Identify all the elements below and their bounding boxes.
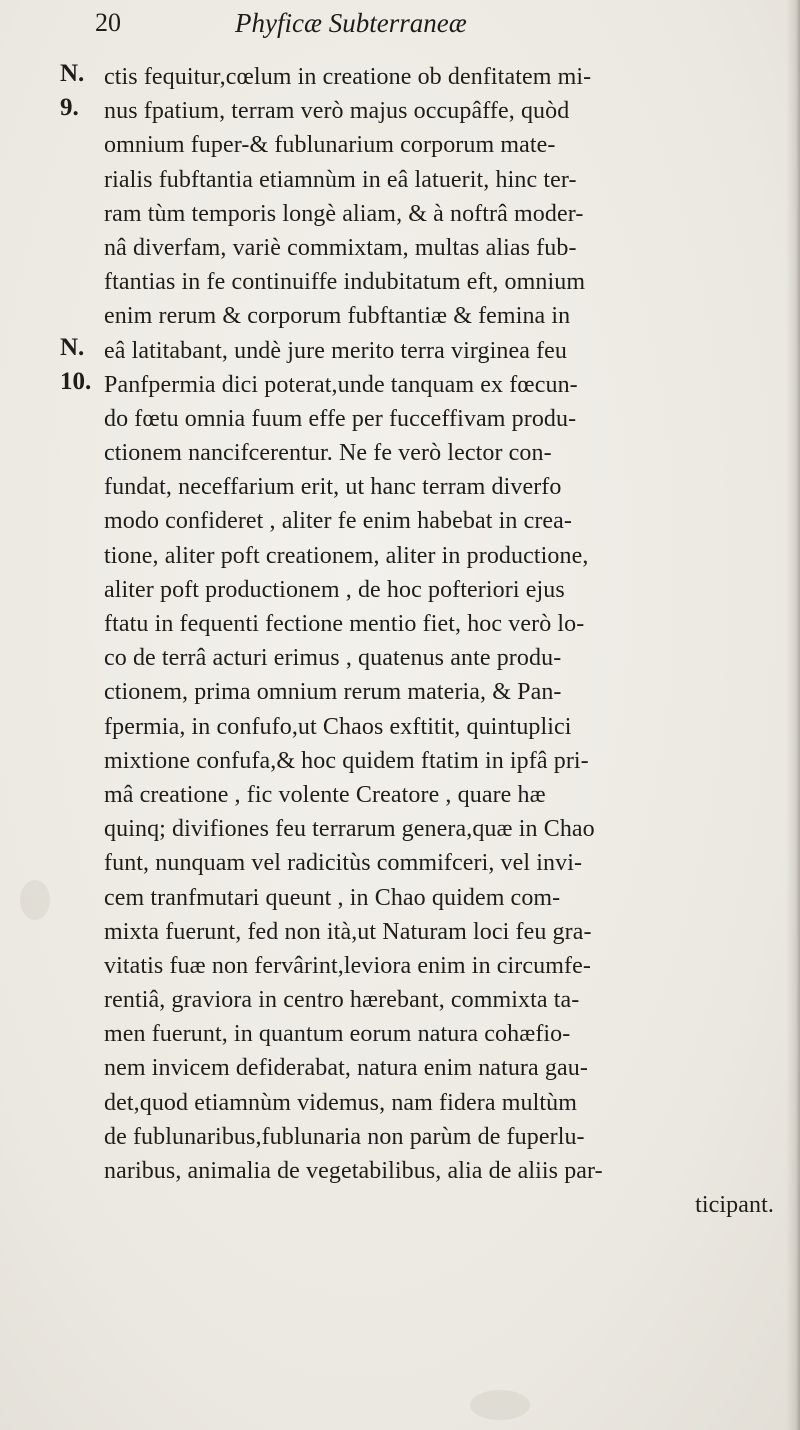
text-line: enim rerum & corporum fubftantiæ & femina in (104, 303, 571, 330)
paper-stain (470, 1390, 530, 1420)
page-edge-shadow (786, 0, 800, 1430)
text-line: ctionem, prima omnium rerum materia, & Pan- (104, 679, 562, 706)
text-line: nus fpatium, terram verò majus occupâffe, quòd (104, 98, 570, 125)
text-line: rialis fubftantia etiamnùm in eâ latuerit, hinc ter- (104, 166, 577, 193)
text-line: Panfpermia dici poterat,unde tanquam ex fœcun- (104, 371, 578, 398)
text-line: ftatu in fequenti fectione mentio fiet, hoc verò lo- (104, 611, 585, 637)
text-line: fpermia, in confufo,ut Chaos exftitit, quintuplici (104, 713, 572, 740)
margin-note: N. (60, 60, 85, 87)
margin-note: N. (60, 333, 85, 361)
text-line: mixta fuerunt, fed non ità,ut Naturam loci feu gra- (104, 918, 592, 945)
text-line: nem invicem defiderabat, natura enim natura gau- (104, 1055, 588, 1082)
text-line: vitatis fuæ non fervârint,leviora enim in circumfe- (104, 952, 591, 979)
text-line: ram tùm temporis longè aliam, & à noftrâ moder- (104, 200, 584, 227)
text-line: cem tranfmutari queunt , in Chao quidem com- (104, 884, 561, 911)
text-line: ftantias in fe continuiffe indubitatum eft, omnium (104, 269, 586, 296)
running-head: Phyficæ Subterraneæ (235, 8, 467, 38)
text-line: eâ latitabant, undè jure merito terra virginea feu (104, 337, 568, 364)
text-line: det,quod etiamnùm videmus, nam fidera multùm (104, 1089, 577, 1116)
text-line: rentiâ, graviora in centro hærebant, commixta ta- (104, 987, 580, 1014)
text-line: ctis fequitur,cœlum in creatione ob denfitatem mi- (104, 64, 592, 90)
text-line: men fuerunt, in quantum eorum natura cohæfio- (104, 1021, 571, 1048)
text-line: funt, nunquam vel radicitùs commifceri, vel invi- (104, 850, 583, 877)
text-line: ticipant. (695, 1192, 774, 1219)
text-line: naribus, animalia de vegetabilibus, alia de aliis par- (104, 1158, 603, 1184)
text-line: co de terrâ acturi erimus , quatenus ante produ- (104, 645, 562, 672)
text-line: tione, aliter poft creationem, aliter in productione, (104, 542, 589, 569)
text-line: quinq; divifiones feu terrarum genera,quæ in Chao (104, 816, 595, 843)
page-number: 20 (95, 8, 121, 37)
text-line: nâ diverfam, variè commixtam, multas alias fub- (104, 234, 577, 261)
text-line: mixtione confufa,& hoc quidem ftatim in ipfâ pri- (104, 747, 589, 774)
text-line: mâ creatione , fic volente Creatore , quare hæ (104, 781, 546, 808)
text-line: aliter poft productionem , de hoc pofteriori ejus (104, 576, 565, 603)
text-line: ctionem nancifcerentur. Ne fe verò lector con- (104, 440, 552, 467)
page-header (95, 8, 795, 48)
text-line: omnium fuper-& fublunarium corporum mate- (104, 132, 556, 159)
text-line: fundat, neceffarium erit, ut hanc terram diverfo (104, 474, 562, 501)
margin-note: 9. (60, 94, 79, 122)
margin-note: 10. (60, 367, 92, 395)
margin-notes (60, 60, 94, 1360)
text-line: de fublunaribus,fublunaria non parùm de fuperlu- (104, 1123, 585, 1150)
paper-stain (20, 880, 50, 920)
body-text (104, 60, 794, 1222)
text-line: do fœtu omnia fuum effe per fucceffivam produ- (104, 405, 577, 432)
text-line: modo confideret , aliter fe enim habebat in crea- (104, 508, 573, 535)
